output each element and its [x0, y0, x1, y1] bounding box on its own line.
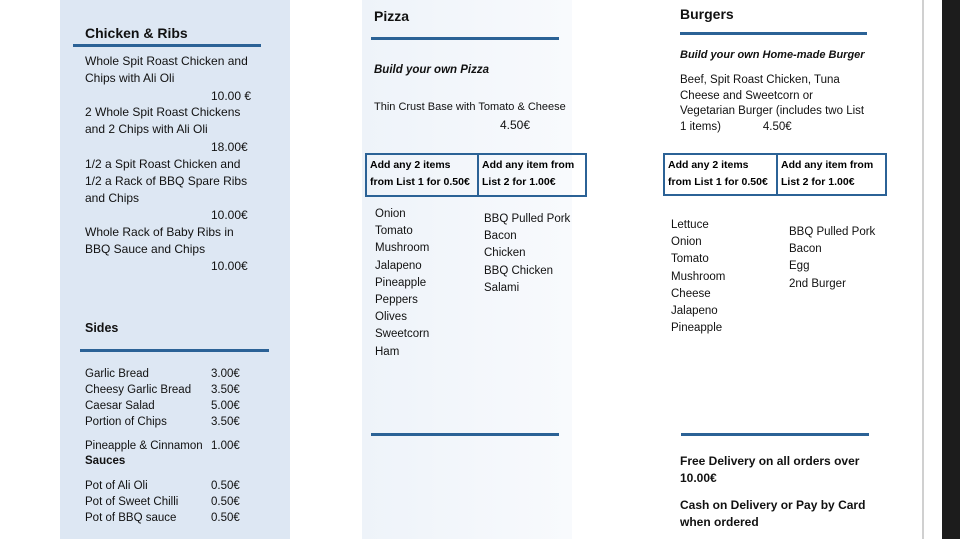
- pizza-subtitle: Build your own Pizza: [374, 64, 490, 76]
- chicken-title: Chicken & Ribs: [85, 25, 188, 41]
- pizza-addon-list1-line1: Add any 2 items: [370, 159, 451, 171]
- burgers-rule: [680, 32, 867, 35]
- chicken-item-3-line-1: 1/2 a Spit Roast Chicken and: [85, 157, 241, 171]
- chicken-item-3-line-2: 1/2 a Rack of BBQ Spare Ribs: [85, 174, 248, 188]
- side-row: [85, 366, 240, 382]
- list-item: BBQ Pulled Pork: [789, 226, 876, 238]
- burgers-addon-list2-line1: Add any item from: [781, 159, 874, 171]
- sides-rule: [80, 349, 269, 352]
- pizza-addon-list2-line1: Add any item from: [482, 159, 575, 171]
- sauce-name: Pot of Sweet Chilli: [85, 496, 179, 508]
- side-price: 3.50€: [211, 416, 240, 428]
- burgers-addon-list1-line2: from List 1 for 0.50€: [668, 176, 768, 188]
- list-item: Tomato: [375, 225, 413, 238]
- pizza-addon-list2: [477, 155, 585, 195]
- burgers-desc-line1: Beef, Spit Roast Chicken, Tuna: [680, 74, 840, 86]
- burgers-desc-line3: Vegetarian Burger (includes two List: [680, 105, 865, 117]
- burgers-list2: [789, 224, 875, 293]
- list-item: 2nd Burger: [789, 277, 846, 290]
- pizza-list1: [375, 206, 429, 361]
- sides-title: Sides: [85, 321, 119, 335]
- pizza-addon-list2-line2: List 2 for 1.00€: [482, 176, 556, 188]
- list-item: Bacon: [484, 230, 517, 243]
- burgers-desc-last: 1 items): [680, 120, 721, 133]
- burgers-price: 4.50€: [762, 120, 792, 133]
- chicken-item-1-price: 10.00 €: [211, 89, 252, 103]
- burgers-addon-list1: [665, 155, 776, 194]
- burgers-desc-line4: [680, 120, 864, 136]
- chicken-item-1-line-2: Chips with Ali Oli: [85, 71, 175, 85]
- side-name: Caesar Salad: [85, 400, 155, 412]
- list-item: Sweetcorn: [375, 328, 430, 341]
- sauce-name: Pot of Ali Oli: [85, 480, 148, 492]
- pizza-rule: [371, 37, 559, 40]
- list-item: Egg: [789, 260, 810, 273]
- pizza-list2: [484, 211, 570, 297]
- list-item: Mushroom: [375, 242, 430, 255]
- pizza-base-price: 4.50€: [500, 118, 531, 132]
- pizza-addon-list1-line2: from List 1 for 0.50€: [370, 176, 470, 188]
- list-item: Jalapeno: [671, 305, 718, 318]
- delivery-line-4: when ordered: [680, 515, 759, 529]
- chicken-item-4-line-2: BBQ Sauce and Chips: [85, 242, 206, 256]
- list-item: BBQ Chicken: [484, 264, 554, 277]
- sauce-row: [85, 510, 240, 526]
- chicken-item-2-price: 18.00€: [211, 140, 248, 154]
- list-item: Onion: [671, 236, 702, 249]
- sauce-row: [85, 494, 240, 510]
- list-item: Lettuce: [671, 219, 709, 231]
- side-row: [85, 438, 240, 454]
- chicken-item-2-line-2: and 2 Chips with Ali Oli: [85, 122, 208, 136]
- pizza-addon-list1: [367, 155, 477, 195]
- sauce-price: 0.50€: [211, 496, 240, 508]
- list-item: Mushroom: [671, 270, 726, 283]
- list-item: Pineapple: [375, 276, 427, 289]
- burgers-list1: [671, 217, 725, 337]
- sauces-list: [85, 478, 240, 526]
- chicken-rule: [73, 44, 261, 47]
- sauces-title: Sauces: [85, 455, 126, 467]
- side-name: Pineapple & Cinnamon: [85, 440, 203, 452]
- sauce-price: 0.50€: [211, 512, 240, 524]
- side-price: 3.50€: [211, 384, 240, 396]
- side-price: 1.00€: [211, 440, 240, 452]
- side-price: 3.00€: [211, 368, 240, 380]
- burgers-addon-list1-line1: Add any 2 items: [668, 159, 749, 171]
- page-edge: [922, 0, 924, 539]
- list-item: Bacon: [789, 243, 822, 256]
- chicken-item-1-line-1: Whole Spit Roast Chicken and: [85, 54, 248, 68]
- burgers-title: Burgers: [680, 6, 734, 22]
- chicken-item-3-price: 10.00€: [211, 208, 248, 222]
- list-item: BBQ Pulled Pork: [484, 213, 571, 225]
- pizza-title: Pizza: [374, 8, 410, 24]
- burgers-addon-box: [663, 153, 887, 196]
- burgers-subtitle: Build your own Home-made Burger: [680, 49, 865, 61]
- chicken-item-4-price: 10.00€: [211, 259, 248, 273]
- side-row: [85, 414, 240, 430]
- burgers-desc: [680, 73, 864, 135]
- chicken-item-4-line-1: Whole Rack of Baby Ribs in: [85, 225, 234, 239]
- burgers-bottom-rule: [681, 433, 869, 436]
- sauce-row: [85, 478, 240, 494]
- burgers-addon-list2: [776, 155, 885, 194]
- chicken-item-2-line-1: 2 Whole Spit Roast Chickens: [85, 105, 241, 119]
- side-price: 5.00€: [211, 400, 240, 412]
- side-name: Garlic Bread: [85, 368, 149, 380]
- side-row: [85, 382, 240, 398]
- chicken-item-3-line-3: and Chips: [85, 191, 140, 205]
- sides-list-extra: [85, 438, 240, 454]
- delivery-line-2: 10.00€: [680, 471, 717, 485]
- list-item: Onion: [375, 208, 406, 220]
- pizza-addon-box: [365, 153, 587, 197]
- delivery-line-3: Cash on Delivery or Pay by Card: [680, 498, 866, 512]
- list-item: Pineapple: [671, 322, 723, 335]
- list-item: Chicken: [484, 247, 526, 260]
- list-item: Peppers: [375, 294, 418, 307]
- pizza-bottom-rule: [371, 433, 559, 436]
- sauce-price: 0.50€: [211, 480, 240, 492]
- sides-list: [85, 366, 240, 430]
- burgers-desc-line2: Cheese and Sweetcorn or: [680, 89, 813, 102]
- list-item: Cheese: [671, 287, 711, 300]
- burgers-addon-list2-line2: List 2 for 1.00€: [781, 176, 855, 188]
- side-row: [85, 398, 240, 414]
- side-name: Portion of Chips: [85, 416, 167, 428]
- side-name: Cheesy Garlic Bread: [85, 384, 192, 396]
- list-item: Jalapeno: [375, 259, 422, 272]
- list-item: Ham: [375, 345, 400, 358]
- delivery-line-1: Free Delivery on all orders over: [680, 454, 860, 468]
- pizza-base: Thin Crust Base with Tomato & Cheese: [374, 101, 566, 113]
- list-item: Tomato: [671, 253, 709, 266]
- list-item: Salami: [484, 281, 520, 294]
- sauce-name: Pot of BBQ sauce: [85, 512, 177, 524]
- list-item: Olives: [375, 311, 407, 324]
